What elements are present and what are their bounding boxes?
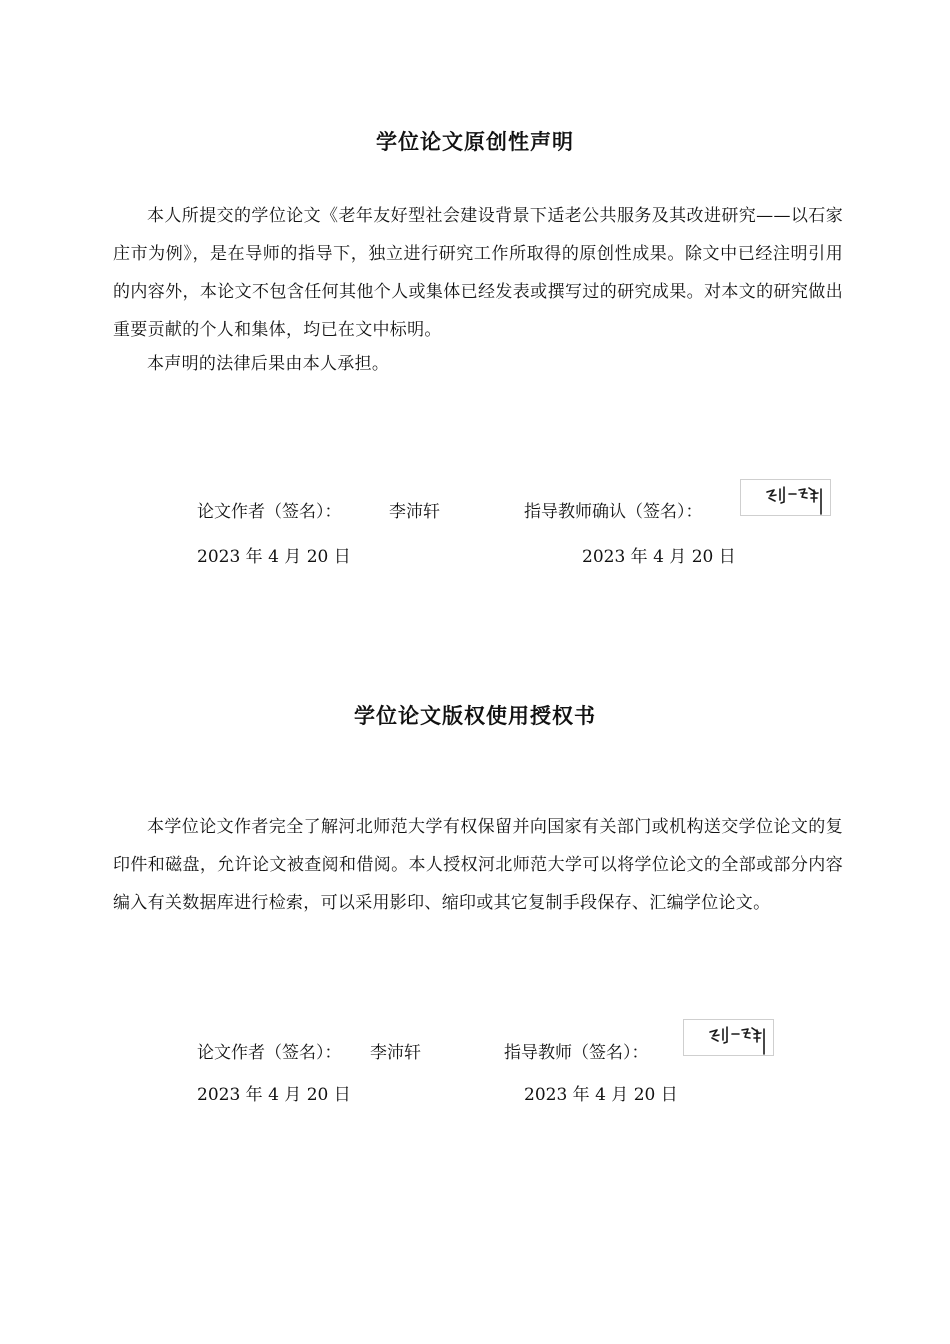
- declaration-paragraph-1: 本人所提交的学位论文《老年友好型社会建设背景下适老公共服务及其改进研究——以石家庄市为例》，是在导师的指导下，独立进行研究工作所取得的原创性成果。除文中已经注明引用的内容外，本论文不包含任何其他个人或集体已经发表或撰写过的研究成果。对本文的研究做出重要贡献的个人和集体，均已在文中标明。: [113, 206, 843, 340]
- declaration-author-name: 李沛轩: [389, 502, 440, 522]
- authorization-advisor-label: 指导教师（签名）：: [504, 1043, 649, 1063]
- declaration-paragraph-2: 本声明的法律后果由本人承担。: [147, 354, 390, 374]
- declaration-advisor-date: 2023 年 4 月 20 日: [582, 547, 736, 567]
- authorization-author-name: 李沛轩: [370, 1043, 421, 1063]
- authorization-author-label: 论文作者（签名）：: [197, 1043, 342, 1063]
- handwritten-signature: [684, 1020, 773, 1055]
- authorization-paragraph: 本学位论文作者完全了解河北师范大学有权保留并向国家有关部门或机构送交学位论文的复印件和磁盘，允许论文被查阅和借阅。本人授权河北师范大学可以将学位论文的全部或部分内容编入有关数据库进行检索，可以采用影印、缩印或其它复制手段保存、汇编学位论文。: [113, 817, 843, 913]
- declaration-author-date: 2023 年 4 月 20 日: [197, 547, 351, 567]
- authorization-author-date: 2023 年 4 月 20 日: [197, 1085, 351, 1105]
- declaration-advisor-signature-image: [740, 479, 831, 516]
- authorization-advisor-date: 2023 年 4 月 20 日: [524, 1085, 678, 1105]
- declaration-author-label: 论文作者（签名）：: [197, 502, 342, 522]
- declaration-advisor-label: 指导教师确认（签名）：: [524, 502, 703, 522]
- declaration-title: 学位论文原创性声明: [376, 130, 574, 154]
- handwritten-signature: [741, 480, 830, 515]
- authorization-title: 学位论文版权使用授权书: [354, 704, 596, 728]
- authorization-advisor-signature-image: [683, 1019, 774, 1056]
